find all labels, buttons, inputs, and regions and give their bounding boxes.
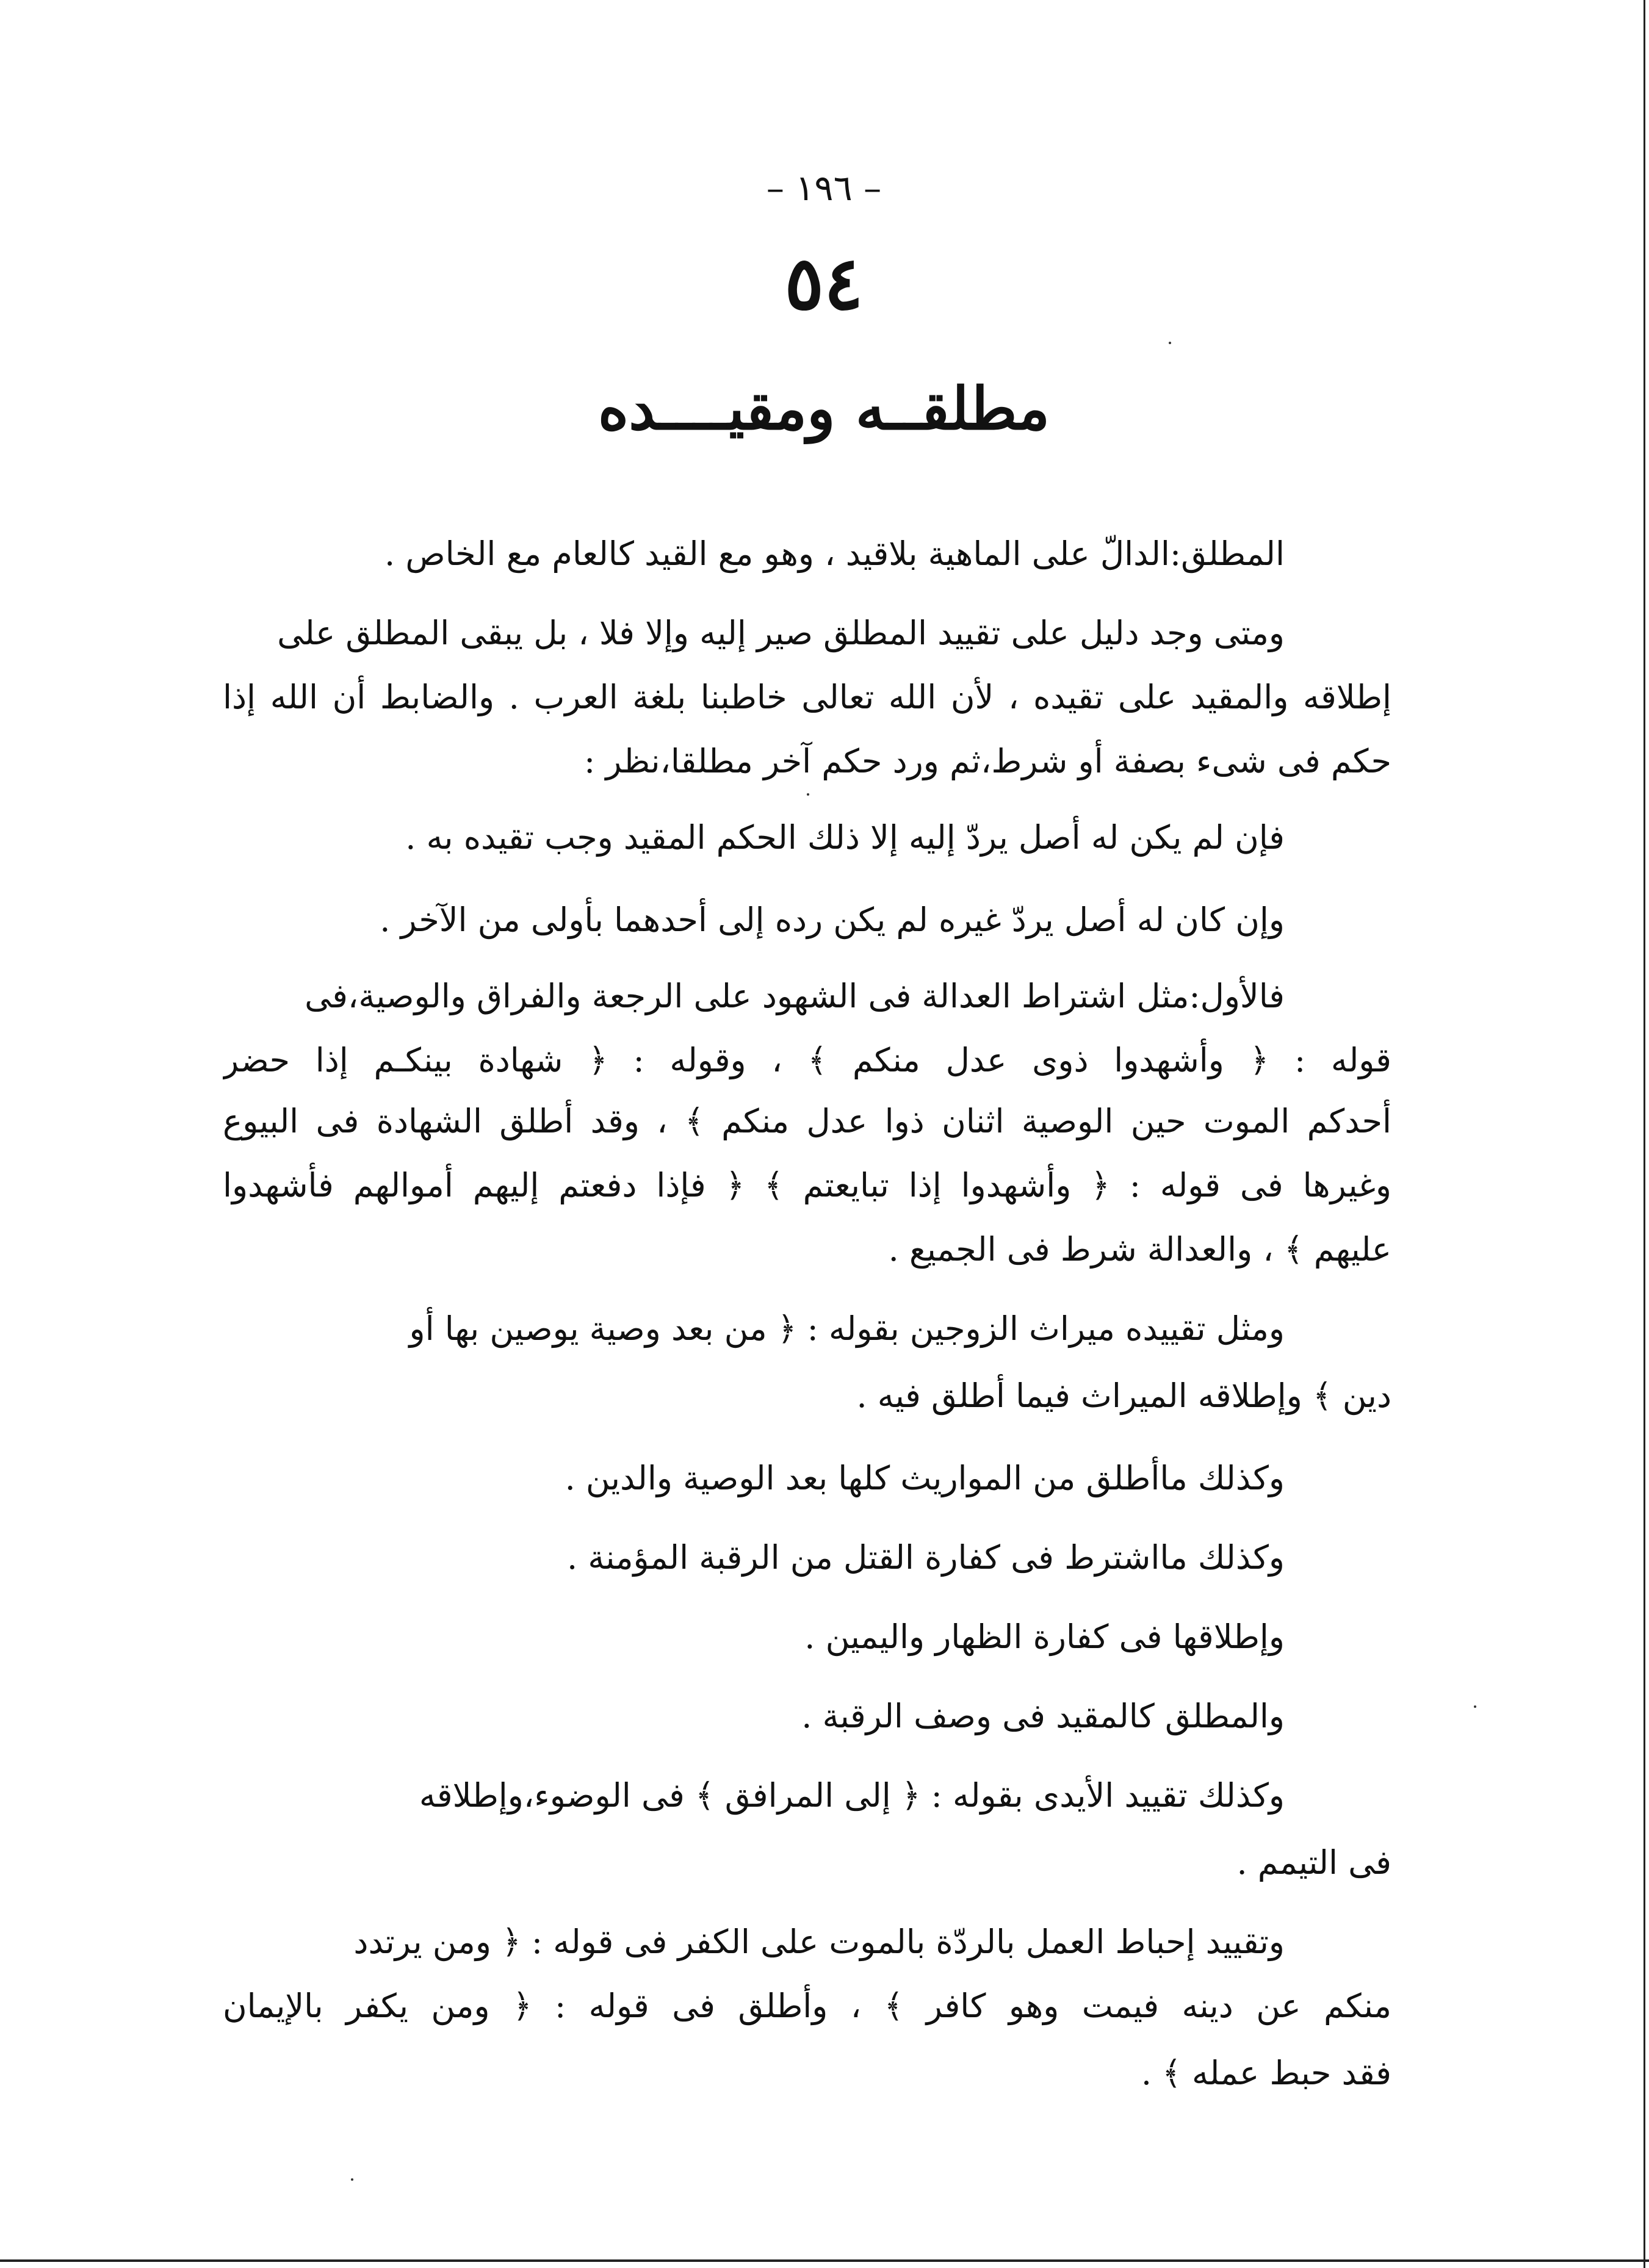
paragraph-line: وإطلاقها فى كفارة الظهار واليمين . bbox=[804, 1618, 1285, 1656]
scan-speck bbox=[351, 2178, 353, 2181]
page-bottom-border bbox=[0, 2259, 1649, 2262]
paragraph-line: قوله : ﴿ وأشهدوا ذوى عدل منكم ﴾ ، وقوله : ﴿ شهادة بينكـم إذا حضر bbox=[223, 1041, 1391, 1079]
paragraph-line: دين ﴾ وإطلاقه الميراث فيما أطلق فيه . bbox=[856, 1377, 1391, 1415]
paragraph-line: وكذلك تقييد الأيدى بقوله : ﴿ إلى المرافق ﴾ فى الوضوء،وإطلاقه bbox=[419, 1776, 1285, 1815]
paragraph-line: وغيرها فى قوله : ﴿ وأشهدوا إذا تبايعتم ﴾ ﴿ فإذا دفعتم إليهم أموالهم فأشهدوا bbox=[223, 1166, 1391, 1204]
paragraph-line: المطلق:الدالّ على الماهية بلاقيد ، وهو مع القيد كالعام مع الخاص . bbox=[384, 535, 1285, 573]
section-number: ٥٤ bbox=[784, 240, 864, 326]
page-number: – ١٩٦ – bbox=[766, 167, 882, 209]
paragraph-line: ومتى وجد دليل على تقييد المطلق صير إليه وإلا فلا ، بل يبقى المطلق على bbox=[277, 614, 1285, 652]
paragraph-line: إطلاقه والمقيد على تقيده ، لأن الله تعالى خاطبنا بلغة العرب . والضابط أن الله إذا bbox=[223, 678, 1391, 716]
scan-speck bbox=[1169, 342, 1171, 344]
paragraph-line: وكذلك ماأطلق من المواريث كلها بعد الوصية والدين . bbox=[565, 1459, 1285, 1497]
paragraph-line: فالأول:مثل اشتراط العدالة فى الشهود على الرجعة والفراق والوصية،فى bbox=[305, 977, 1285, 1015]
paragraph-line: وإن كان له أصل يردّ غيره لم يكن رده إلى أحدهما بأولى من الآخر . bbox=[380, 901, 1285, 939]
paragraph-line: فقد حبط عمله ﴾ . bbox=[1141, 2054, 1391, 2092]
paragraph-line: حكم فى شىء بصفة أو شرط،ثم ورد حكم آخر مطلقا،نظر : bbox=[584, 742, 1391, 780]
page-right-border bbox=[1644, 0, 1645, 2268]
paragraph-line: ومثل تقييده ميراث الزوجين بقوله : ﴿ من بعد وصية يوصين بها أو bbox=[409, 1309, 1285, 1348]
paragraph-line: أحدكم الموت حين الوصية اثنان ذوا عدل منكم ﴾ ، وقد أطلق الشهادة فى البيوع bbox=[223, 1102, 1391, 1140]
paragraph-line: عليهم ﴾ ، والعدالة شرط فى الجميع . bbox=[888, 1230, 1391, 1269]
paragraph-line: وتقييد إحباط العمل بالردّة بالموت على الكفر فى قوله : ﴿ ومن يرتدد bbox=[353, 1923, 1285, 1961]
paragraph-line: فى التيمم . bbox=[1236, 1843, 1391, 1882]
paragraph-line: فإن لم يكن له أصل يردّ إليه إلا ذلك الحكم المقيد وجب تقيده به . bbox=[405, 818, 1285, 857]
scan-speck bbox=[807, 793, 809, 796]
scan-speck bbox=[1474, 1705, 1476, 1708]
paragraph-line: وكذلك مااشترط فى كفارة القتل من الرقبة المؤمنة . bbox=[567, 1538, 1285, 1577]
paragraph-line: والمطلق كالمقيد فى وصف الرقبة . bbox=[801, 1697, 1285, 1735]
paragraph-line: منكم عن دينه فيمت وهو كافر ﴾ ، وأطلق فى قوله : ﴿ ومن يكفر بالإيمان bbox=[223, 1987, 1391, 2025]
section-title: مطلقــه ومقيــــده bbox=[597, 374, 1050, 443]
